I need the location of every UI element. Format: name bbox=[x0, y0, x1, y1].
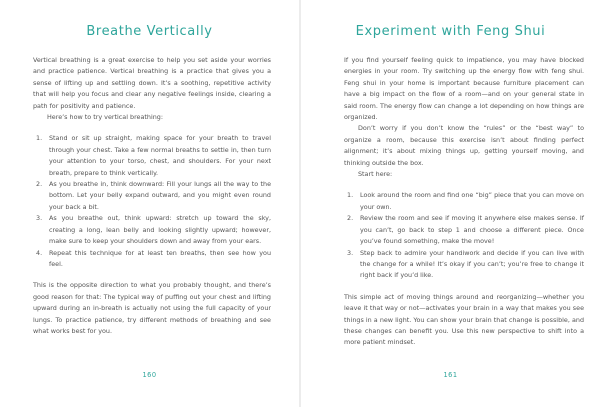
step-text: Step back to admire your handiwork and decide if you can live with the change for a while! It’s okay if you can’t; you’re free to change it right back if you’d like. bbox=[360, 248, 584, 280]
step-text: Look around the room and find one “big” piece that you can move on your own. bbox=[360, 191, 584, 211]
step-text: As you breathe in, think downward: Fill your lungs all the way to the bottom. Let your belly expand outward, and you might even round your back a bit. bbox=[49, 180, 271, 211]
left-page bbox=[0, 0, 299, 407]
right-steps-list bbox=[344, 190, 584, 281]
right-page-title: Experiment with Feng Shui bbox=[355, 24, 546, 39]
left-page-title: Breathe Vertically bbox=[86, 24, 213, 39]
right-page-body bbox=[344, 55, 584, 349]
right-intro-paragraph: If you find yourself feeling quick to impatience, you may have blocked energies in your room. Try switching up the energy flow with feng shui. Feng shui in your home is important because furniture placement can have a big impact on the flow of a room—and on your general state in said room. The energy flow can change a lot depending on how things are organized. bbox=[344, 56, 584, 122]
step-number: 4. bbox=[36, 248, 43, 257]
right-page bbox=[301, 0, 600, 407]
step-number: 2. bbox=[36, 180, 43, 189]
step-number: 3. bbox=[347, 248, 354, 257]
left-page-number: 160 bbox=[142, 371, 157, 379]
step-text: Repeat this technique for at least ten breaths, then see how you feel. bbox=[49, 248, 271, 268]
right-closing-paragraph: This simple act of moving things around and reorganizing—whether you leave it that way or not—activates your brain in a way that makes you see things in a new light. You can show your brain that change is possible, and these changes can benefit you. Use this new perspective to shift into a more patient mindset. bbox=[344, 292, 584, 347]
left-lead-line: Here’s how to try vertical breathing: bbox=[47, 113, 164, 122]
right-lead-line: Start here: bbox=[358, 170, 393, 179]
right-page-number: 161 bbox=[443, 371, 458, 379]
list-item bbox=[344, 248, 584, 282]
step-number: 3. bbox=[36, 214, 43, 223]
right-second-paragraph: Don’t worry if you don’t know the “rules” or the “best way” to organize a room, because this exercise isn’t about finding perfect alignment; it’s about mixing things up, getting yourself moving, and thinking outside the box. bbox=[344, 124, 584, 167]
step-number: 1. bbox=[347, 191, 354, 200]
left-steps-list bbox=[33, 133, 271, 270]
step-text: Review the room and see if moving it anywhere else makes sense. If you can’t, go back to step 1 and choose a different piece. Once you’ve found something, make the move! bbox=[360, 214, 584, 246]
list-item bbox=[33, 213, 271, 247]
step-text: Stand or sit up straight, making space for your breath to travel through your chest. Take a few normal breaths to settle in, then turn your attention to your torso, chest, and shoulders. For your next breath, prepare to think vertically. bbox=[49, 134, 271, 177]
list-item bbox=[33, 248, 271, 271]
list-item bbox=[33, 133, 271, 179]
list-item bbox=[33, 179, 271, 213]
step-number: 1. bbox=[36, 134, 43, 143]
left-intro-paragraph: Vertical breathing is a great exercise to help you set aside your worries and practice patience. Vertical breathing is a practice that gives you a sense of lifting up and settling down. It’s a soothing, repetitive activity that will help you focus and clear any negative feelings inside, clearing a path for positivity and patience. bbox=[33, 56, 271, 110]
step-number: 2. bbox=[347, 214, 354, 223]
list-item bbox=[344, 190, 584, 213]
left-closing-paragraph: This is the opposite direction to what you probably thought, and there’s good reason for that: The typical way of puffing out your chest and lifting upward during an in-breath is actually not using the full capacity of your lungs. To practice patience, try different methods of breathing and see what works best for you. bbox=[33, 281, 271, 335]
step-text: As you breathe out, think upward: stretch up toward the sky, creating a long, lean belly and looking slightly upward; however, make sure to keep your shoulders down and away from your ears. bbox=[49, 214, 271, 246]
left-page-body bbox=[33, 55, 271, 337]
list-item bbox=[344, 213, 584, 247]
